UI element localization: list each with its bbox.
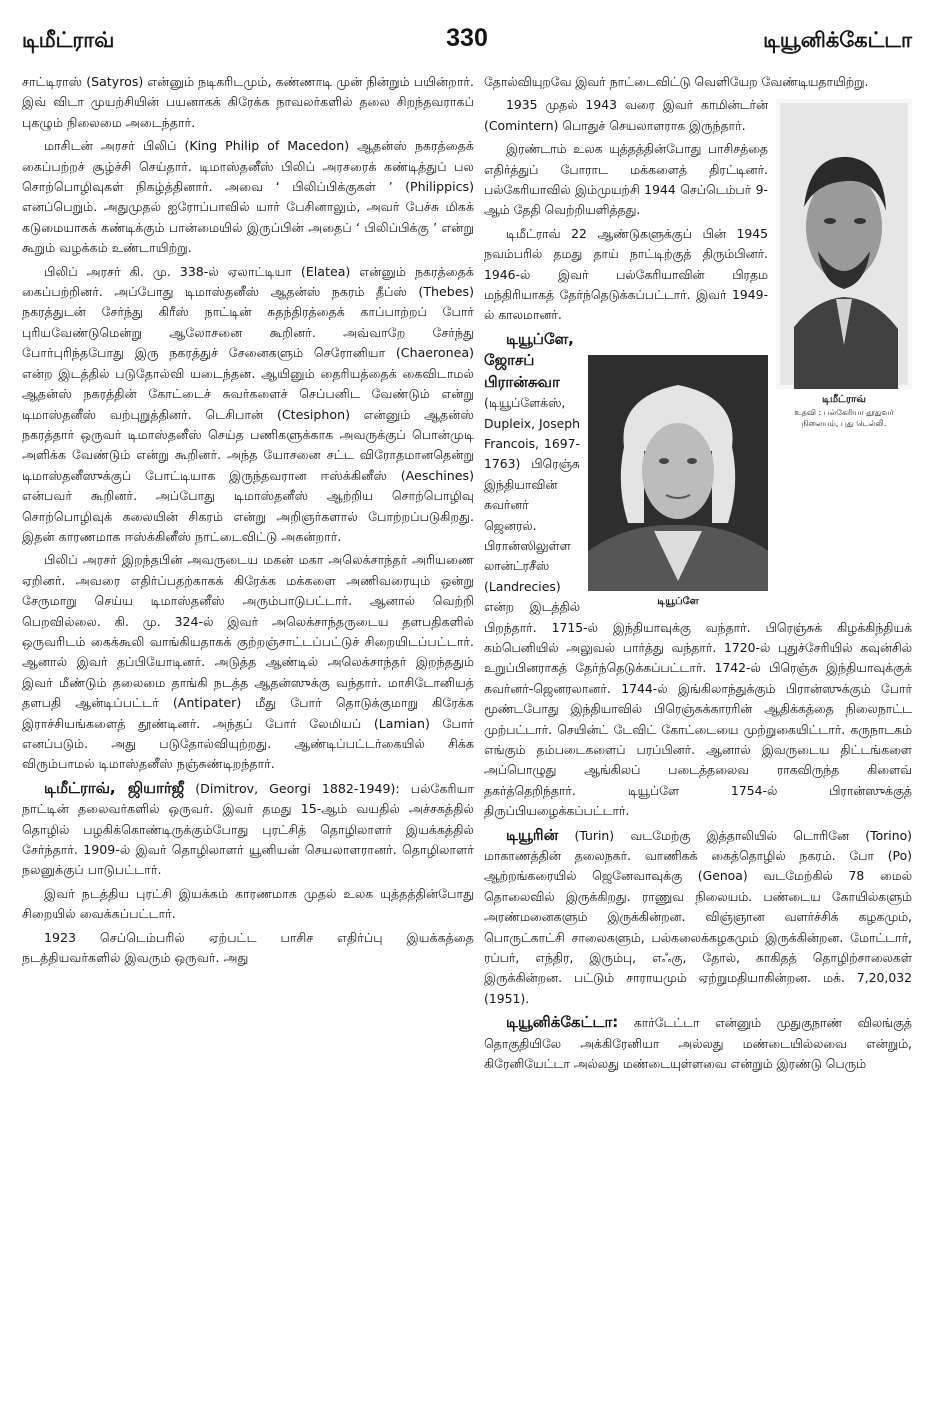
- headword: டியூனிக்கேட்டா:: [506, 1013, 619, 1032]
- headword: டியூப்ளே, ஜோசப் பிரான்சுவா: [484, 329, 574, 391]
- paragraph: இரண்டாம் உலக யுத்தத்தின்போது பாசிசத்தை எதிர்த்துப் போராட மக்களைத் திரட்டினர். பல்கேரியாவில் இம்முயற்சி 1944 செப்டெம்பர் 9-ஆம் தேதி வெற்றியளித்தது.: [484, 141, 768, 218]
- entry-text: (டியூப்ளேக்ஸ், Dupleix, Joseph Francois, 1697-1763) பிரெஞ்சு இந்தியாவின் கவர்னர் ஜெனரல். பிரான்ஸிலுள்ள லான்ட்ரசீஸ் (Landrecies) என்ற இடத்தில் பிறந்தார். 1715-ல் இந்தியாவுக்கு வந்தார். பிரெஞ்சுக் கிழக்கிந்தியக் கம்பெனியில் அலுவல் பார்த்து வந்தார். 1720-ல் புதுச்சேரியில் கவுன்சில் உறுப்பினராகத் தேர்ந்தெடுக்கப்பட்டார். 1742-ல் பிரெஞ்சு இந்தியாவுக்குக் கவர்னர்-ஜெனரலானர். 1744-ல் இங்கிலாந்துக்கும் பிரான்ஸுக்கும் போர் மூண்டபோது இந்தியாவில் பிரெஞ்சுக்காரரின் ஆதிக்கத்தை நிலைநாட்ட முற்பட்டார். செயின்ட் டேவிட் கோட்டையை முற்றுகையிட்டார். கருநாடகம் எங்கும் தம்படைகளைப் பரப்பினர். ஆனால் இவருடைய திட்டங்களை அப்பொழுது ஆங்கிலப் படைத்தலைவ ராகவிருந்த கிளைவ் தகர்த்தெறிந்தார். டியூப்ளே 1754-ல் பிரான்ஸுக்குத் திருப்பியழைக்கப்பட்டார்.: [484, 395, 912, 819]
- paragraph: 1923 செப்டெம்பரில் ஏற்பட்ட பாசிச எதிர்ப்பு இயக்கத்தை நடத்தியவர்களில் இவரும் ஒருவர். அது: [22, 929, 474, 966]
- photo-credit: உதவி : பல்கேரியா தூதுவர் நிலையம், புது டெல்லி.: [794, 408, 894, 429]
- running-head-left: டிமீட்ராவ்: [22, 28, 115, 52]
- paragraph: 1935 முதல் 1943 வரை இவர் காமின்டர்ன் (Comintern) பொதுச் செயலாளராக இருந்தார்.: [484, 97, 768, 133]
- headword: டிமீட்ராவ், ஜியார்ஜீ: [44, 778, 185, 797]
- entry-text: கார்டேட்டா என்னும் முதுகுநாண் விலங்குத் தொகுதியிலே அக்கிரேனியா அல்லது மண்டையில்லவை என்றும், கிரேனியேட்டா அல்லது மண்டையுள்ளவை என்றும் இரண்டு பெரும்: [484, 1015, 912, 1072]
- paragraph: இவர் நடத்திய புரட்சி இயக்கம் காரணமாக முதல் உலக யுத்தத்தின்போது சிறையில் வைக்கப்பட்டார்.: [22, 885, 474, 922]
- entry-text: (Dimitrov, Georgi 1882-1949): பல்கேரியா நாட்டின் தலைவர்களில் ஒருவர். இவர் தமது 15-ஆம் வயதில் அச்சகத்தில் தொழில் பழகிக்கொண்டிருக்கும்போது புரட்சித் தொழிலாளர் இயக்கத்தில் சேர்ந்தார். 1909-ல் இவர் தொழிலாளர் யூனியன் செயலாளரானர். தொழிலாளர் நலனுக்குப் பாடுபட்டார்.: [22, 780, 474, 878]
- page-number: 330: [446, 24, 488, 52]
- paragraph: தோல்வியுறவே இவர் நாட்டைவிட்டு வெளியேற வேண்டியதாயிற்று.: [484, 74, 869, 89]
- paragraph: பிலிப் அரசர் இறந்தபின் அவருடைய மகன் மகா அலெக்சாந்தர் அரியணை ஏறினர். அவரை எதிர்ப்பதற்காகக் கிரேக்க மக்களை அணிவரையும் ஒன்று சேருமாறு செய்ய டிமாஸ்தனீஸ் அரும்பாடுபட்டார். ஆனால் வெற்றி பெறவில்லை. கி. மு. 324-ல் இவர் அலெக்சாந்தருடைய தளபதிகளில் ஒருவரிடம் கைக்கூலி வாங்கியதாகக் குற்றஞ்சாட்டப்பட்டுச் சிறையிடப்பட்டார். ஆனால் இவர் தப்பியோடினர். அடுத்த ஆண்டில் அலெக்சாந்தர் இறந்ததும் இவர் மீண்டும் தலைமை தாங்கி நடத்த ஆதன்ஸுக்கு வந்தார். மாசிடோனியத் தளபதி ஆன்டிப்பட்டர் (Antipater) மீது போர் தொடுக்குமாறு கிரேக்க இராச்சியங்களைத் தூண்டினர். அந்தப் போர் லேமியப் (Lamian) போர் எனப்படும். அது படுதோல்வியுற்றது. ஆண்டிப்பட்டர்கையில் சிக்க விரும்பாமல் டிமாஸ்தனீஸ் நஞ்சுண்டிறந்தார்.: [22, 552, 474, 772]
- figure-dimitrov: [776, 99, 912, 429]
- paragraph: மாசிடன் அரசர் பிலிப் (King Philip of Macedon) ஆதன்ஸ் நகரத்தைக் கைப்பற்றச் சூழ்ச்சி செய்தார். டிமாஸ்தனீஸ் பிலிப் அரசரைக் கண்டித்துப் பல சொற்பொழிவுகள் நிகழ்த்தினார். அவை ‘ பிலிப்பிக்குகள் ’ (Philippics) எனப்பெறும். அதுமுதல் ஐரோப்பாவில் யார் பேசினாலும், அவர் பேச்சு மிகக் கடுமையாகக் கண்டிக்கும் பான்மையில் இருப்பின் அதைப் ‘ பிலிப்பிக்கு ’ என்று கூறும் வழக்கம் உண்டாயிற்று.: [22, 138, 474, 256]
- left-column: [22, 72, 474, 1412]
- running-head-right: டியூனிக்கேட்டா: [763, 28, 912, 52]
- page-header: [22, 24, 912, 64]
- entry-turin: [484, 825, 912, 1010]
- figure-dupleix: [588, 355, 768, 609]
- paragraph: சாட்டிராஸ் (Satyros) என்னும் நடிகரிடமும், கண்ணாடி முன் நின்றும் பயின்றார். இவ் விடா முயற்சியின் பயனாகக் கிரேக்க நாவலர்களில் தலை சிறந்தவராகப் புகழும் நிலைமை அடைந்தார்.: [22, 74, 474, 130]
- entry-tunicata: [484, 1012, 912, 1074]
- dimitrov-portrait-photo: [776, 99, 912, 389]
- paragraph: டிமீட்ராவ் 22 ஆண்டுகளுக்குப் பின் 1945 நவம்பரில் தமது தாய் நாட்டிற்குத் திரும்பினர். 1946-ல் இவர் பல்கேரியாவின் பிரதம மந்திரியாகத் தேர்ந்தெடுக்கப்பட்டார். இவர் 1949-ல் காலமானர்.: [484, 225, 768, 323]
- right-column: [484, 72, 912, 1412]
- entry-dimitrov: [22, 778, 474, 881]
- entry-text: (Turin) வடமேற்கு இத்தாலியில் டொரினே (Torino) மாகாணத்தின் தலைநகர். வாணிகக் கைத்தொழில் நகரம். போ (Po) ஆற்றங்கரையில் ஜெனேவாவுக்கு (Genoa) வடமேற்கில் 78 மைல் தொலைவில் இருக்கிறது. ராணுவ நிலையம். பண்டைய கோயில்களும் அரண்மனைகளும் இருக்கின்றன. விஞ்ஞான வளர்ச்சிக் கழகமும், பொருட்காட்சி சாலைகளும், பல்கலைக்கழகமும் இருக்கின்றன. மோட்டார், ரப்பர், எந்திர, இரும்பு, எஃகு, தோல், காகிதத் தொழிற்சாலைகள் இருக்கின்றன. பட்டும் சாராயமும் ஏற்றுமதியாகின்றன. மக். 7,20,032 (1951).: [484, 827, 912, 1006]
- dupleix-portrait-engraving: [588, 355, 768, 591]
- paragraph: பிலிப் அரசர் கி. மு. 338-ல் ஏலாட்டியா (Elatea) என்னும் நகரத்தைக் கைப்பற்றினர். அப்போது டிமாஸ்தனீஸ் ஆதன்ஸ் நகரம் தீப்ஸ் (Thebes) நகரத்துடன் சேர்ந்து கிரீஸ் நாட்டின் சுதந்திரத்தைக் காப்பாற்றப் போர் புரியவேண்டுமென்று ஆலோசனை கூறினர். அவ்வாறே சேர்ந்து போர்புரிந்தபோது இரு நகரத்துச் சேனைகளும் செரோனியா (Chaeronea) என்ற இடத்தில் படுதோல்வி யடைந்தன. ஆயினும் தைரியத்தைக் கைவிடாமல் ஆதன்ஸ் நகரத்தின் கோட்டைச் சுவர்களைச் செப்பனிட வேண்டும் என்று டிமாஸ்தனீஸ் வற்புறுத்தினர். டெசிபான் (Ctesiphon) என்னும் ஆதன்ஸ் நகரத்தார் ஒருவர் டிமாஸ்தனீஸ் செய்த பணிகளுக்காக அவருக்குப் பொன்முடி அளிக்க வேண்டும் என்று கூறினர். அந்த யோசனை சட்ட விரோதமானதென்று டிமாஸ்தனீஸுக்குப் போட்டியாக இருந்தவரான ஈஸ்க்கினீஸ் (Aeschines) என்பவர் கூறினர். அப்போது டிமாஸ்தனீஸ் ஆற்றிய சொற்பொழிவு சொற்பொழிவுக் கலையின் சிகரம் என்று அறிஞர்களால் போற்றப்படுகிறது. இதன் காரணமாக ஈஸ்க்கினீஸ் நாட்டைவிட்டு அகன்றார்.: [22, 263, 474, 544]
- headword: டியூரின்: [506, 825, 559, 844]
- figure-caption: டிமீட்ராவ்: [822, 394, 866, 406]
- figure-caption: டியூப்ளே: [657, 595, 699, 607]
